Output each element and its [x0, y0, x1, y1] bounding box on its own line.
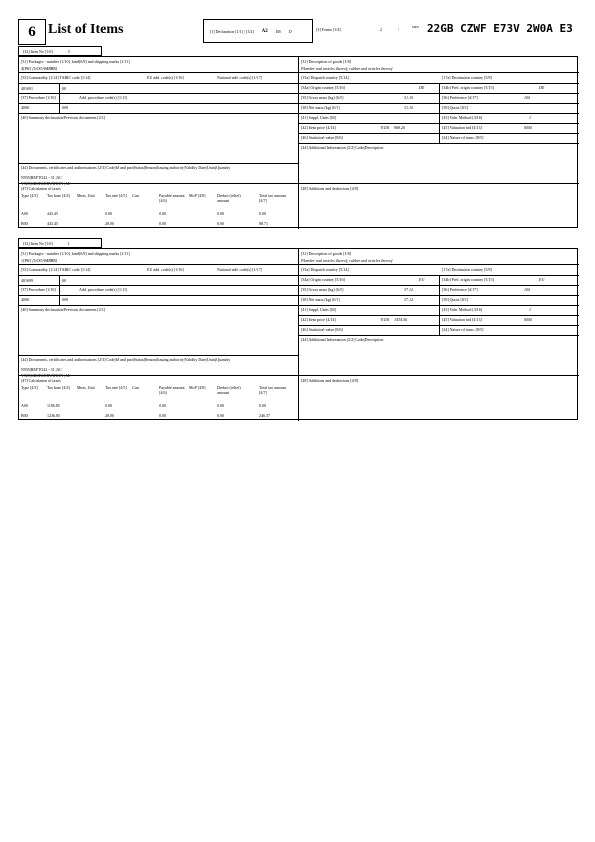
rule	[298, 57, 299, 229]
commodity-label: [33] Commodity [1/14] TARIC code [1/14]	[21, 267, 91, 272]
tax-header: Tax base [4/4]	[47, 385, 70, 390]
dispatch-label: [15a] Dispatch country [5/14]	[301, 267, 349, 272]
valuation-ind-label: [45] Valuation ind [4/13]	[442, 125, 482, 130]
commodity-code2: 00	[62, 278, 66, 283]
tax-header: Curr	[132, 385, 140, 390]
tax-cell: B00	[21, 221, 28, 226]
rule	[19, 355, 298, 356]
item-number-box	[18, 238, 102, 248]
rule	[19, 375, 579, 376]
net-mass-value: 37.12	[404, 297, 413, 302]
tax-cell: 0.00	[217, 211, 224, 216]
suppl-units-label: [41] Suppl. Units [65]	[301, 115, 337, 120]
rule	[439, 83, 440, 143]
item-price-label: [42] Item price [4/14]	[301, 125, 336, 130]
calc-taxes-label: [47] Calculation of taxes	[21, 378, 61, 383]
declaration-label: [1] Declaration [1/1] | [1/2]	[210, 28, 254, 34]
item-price-label: [42] Item price [4/14]	[301, 317, 336, 322]
destination-label: [17a] Destination country [5/8]	[442, 75, 492, 80]
tax-cell: 20.00	[105, 221, 114, 226]
rule	[19, 93, 298, 94]
tax-header: MoP [4/8]	[189, 385, 206, 390]
description-label: [31] Description of goods [1/8]	[301, 251, 351, 256]
commodity-code2: 00	[62, 86, 66, 91]
tax-cell: 0.00	[105, 403, 112, 408]
rule	[19, 264, 579, 265]
declaration-d: D	[288, 28, 292, 34]
gross-mass-value: 37.12	[404, 287, 413, 292]
valuation-method-value: 1	[529, 115, 531, 120]
additional-info-label: [44] Additional Information [2/2] Code|Description	[301, 337, 384, 342]
origin-label: [34a] Origin country [5/16]	[301, 85, 345, 90]
pref-origin-value: DE	[539, 85, 545, 90]
packages-label: [31] Packages - number [1/10], kind[6/9] and shipping marks [1/11]	[21, 59, 130, 64]
net-mass-label: [38] Net mass (kg) [6/1]	[301, 297, 340, 302]
document-1: N935|REFTO22 - 31 |AC	[21, 367, 62, 372]
valuation-ind-value: 0000	[524, 125, 532, 130]
item-number-box	[18, 46, 102, 56]
valuation-method-label: [43] Valn. Method [4/16]	[442, 307, 483, 312]
tax-cell: 0.00	[259, 403, 266, 408]
preference-label: [36] Preference [4/17]	[442, 95, 478, 100]
description-label: [31] Description of goods [1/8]	[301, 59, 351, 64]
tax-header: Type [4/3]	[21, 193, 38, 198]
rule	[439, 275, 440, 335]
tax-header: Deduct (relief) amount	[217, 385, 241, 395]
preference-value: 100	[524, 95, 530, 100]
origin-label: [34a] Origin country [5/16]	[301, 277, 345, 282]
page-header	[18, 19, 578, 45]
statistical-value-label: [46] Statistical value [8/6]	[301, 135, 343, 140]
rule	[19, 183, 579, 184]
tax-cell: 443.45	[47, 221, 58, 226]
documents-label: [44] Documents, certificates and authorisations [2/3] Code|Id and part|Status|Reason|Issuing authority|Validity Date|Units|Quantity	[21, 165, 231, 170]
tax-header: Payable amount [4/6]	[159, 193, 185, 203]
tax-cell: 1236.85	[47, 413, 60, 418]
item-price-value: 1434.56	[394, 317, 407, 322]
destination-label: [17a] Destination country [5/8]	[442, 267, 492, 272]
tax-header: Tax base [4/4]	[47, 193, 70, 198]
national-code-label: National add. code(s) [1/17]	[217, 267, 263, 272]
deductions-label: [48] Additions and deductions [4/9]	[301, 378, 359, 383]
tax-cell: A00	[21, 211, 28, 216]
nature-trans-label: [24] Nature of trans. [8/5]	[442, 135, 484, 140]
procedure-label: [37] Procedure [1/10]	[21, 287, 56, 292]
dispatch-label: [15a] Dispatch country [5/14]	[301, 75, 349, 80]
procedure-value: 4000	[21, 105, 29, 110]
tax-cell: 1186.85	[47, 403, 60, 408]
tax-cell: 0.00	[159, 211, 166, 216]
tax-cell: 0.00	[105, 211, 112, 216]
tax-header: Total tax amount [4/7]	[259, 193, 287, 203]
origin-value: DE	[419, 85, 425, 90]
procedure-value2: 000	[62, 297, 68, 302]
rule	[19, 285, 298, 286]
mrn-label: MRN	[412, 25, 419, 29]
rule	[298, 335, 579, 336]
pref-origin-value: EU	[539, 277, 545, 282]
forms-separator: /	[398, 27, 400, 32]
tax-cell: 0.00	[159, 403, 166, 408]
declaration-box	[203, 19, 313, 43]
additional-info-label: [44] Additional Information [2/2] Code|Description	[301, 145, 384, 150]
rule	[19, 275, 298, 276]
eu-code-label: EU add. code(s) [1/16]	[147, 267, 184, 272]
item-number-value: 1	[67, 241, 70, 246]
procedure-value2: 000	[62, 105, 68, 110]
quota-label: [39] Quota [8/1]	[442, 297, 469, 302]
declaration-suffix: IM	[275, 28, 281, 34]
add-procedure-label: Add. procedure code(s) [1/11]	[79, 95, 128, 100]
rule	[19, 83, 298, 84]
tax-header: Payable amount [4/6]	[159, 385, 185, 395]
packages-value: 4[PK] [GOOAMBBB]	[21, 66, 58, 71]
item-grid	[18, 248, 578, 420]
declaration-value: A2	[261, 28, 268, 34]
gross-mass-label: [35] Gross mass (kg) [6/5]	[301, 287, 344, 292]
tax-cell: 0.00	[159, 413, 166, 418]
tax-header: Curr	[132, 193, 140, 198]
valuation-method-value: 1	[529, 307, 531, 312]
rule	[298, 249, 299, 421]
tax-cell: 88.71	[259, 221, 268, 226]
item-price-currency: EUR	[381, 125, 389, 130]
net-mass-label: [38] Net mass (kg) [6/1]	[301, 105, 340, 110]
tax-cell: 0.00	[159, 221, 166, 226]
commodity-value: 401691	[21, 86, 33, 91]
pref-origin-label: [34b] Pref. origin country [5/15]	[442, 277, 494, 282]
item-number-label: [32] Item No [1/6]	[23, 49, 53, 54]
tax-header: Meas. Unit	[77, 385, 95, 390]
tax-header: Tax rate [4/5]	[105, 385, 127, 390]
rule	[298, 143, 579, 144]
rule	[59, 83, 60, 113]
rule	[19, 305, 298, 306]
preference-value: 100	[524, 287, 530, 292]
tax-cell: 246.37	[259, 413, 270, 418]
rule	[19, 72, 579, 73]
eu-code-label: EU add. code(s) [1/16]	[147, 75, 184, 80]
quota-label: [39] Quota [8/1]	[442, 105, 469, 110]
tax-cell: 0.00	[217, 221, 224, 226]
national-code-label: National add. code(s) [1/17]	[217, 75, 263, 80]
pref-origin-label: [34b] Pref. origin country [5/15]	[442, 85, 494, 90]
document-1: N935|REFTO22 - 31 |AC	[21, 175, 62, 180]
commodity-label: [33] Commodity [1/14] TARIC code [1/14]	[21, 75, 91, 80]
summary-label: [40] Summary declaration/Previous documents [2/1]	[21, 115, 106, 120]
tax-header: Tax rate [4/5]	[105, 193, 127, 198]
page-title: List of Items	[48, 22, 124, 37]
nature-trans-label: [24] Nature of trans. [8/5]	[442, 327, 484, 332]
preference-label: [36] Preference [4/17]	[442, 287, 478, 292]
tax-cell: 0.00	[217, 413, 224, 418]
item-grid	[18, 56, 578, 228]
item-price-currency: EUR	[381, 317, 389, 322]
packages-value: 1[PK] [GOOAMBBB]	[21, 258, 58, 263]
gross-mass-label: [35] Gross mass (kg) [6/5]	[301, 95, 344, 100]
tax-cell: 443.45	[47, 211, 58, 216]
mrn-value: 22GB CZWF E73V 2W0A E3	[427, 22, 573, 35]
forms-label: [3] Forms [1/4]	[316, 27, 341, 32]
origin-value: EU	[419, 277, 425, 282]
document-2: Y929|GBOBSERVATION |AE	[21, 373, 71, 378]
rule	[19, 163, 298, 164]
procedure-value: 4000	[21, 297, 29, 302]
gross-mass-value: 31.10	[404, 95, 413, 100]
tax-header: Type [4/3]	[21, 385, 38, 390]
summary-label: [40] Summary declaration/Previous documents [2/1]	[21, 307, 106, 312]
forms-value: 2	[380, 27, 382, 32]
tax-cell: 20.00	[105, 413, 114, 418]
tax-cell: 0.00	[259, 211, 266, 216]
procedure-label: [37] Procedure [1/10]	[21, 95, 56, 100]
packages-label: [31] Packages - number [1/10], kind[6/9] and shipping marks [1/11]	[21, 251, 130, 256]
rule	[19, 103, 298, 104]
tax-cell: 0.00	[217, 403, 224, 408]
item-number-label: [32] Item No [1/6]	[23, 241, 53, 246]
description-value: Plumber and articles thereof; rubber and articles thereof	[301, 258, 393, 263]
rule	[19, 295, 298, 296]
item-price-value: 968.26	[394, 125, 405, 130]
page-number: 6	[18, 19, 46, 45]
tax-cell: A00	[21, 403, 28, 408]
deductions-label: [48] Additions and deductions [4/9]	[301, 186, 359, 191]
tax-cell: B00	[21, 413, 28, 418]
tax-header: Total tax amount [4/7]	[259, 385, 287, 395]
statistical-value-label: [46] Statistical value [8/6]	[301, 327, 343, 332]
tax-header: Meas. Unit	[77, 193, 95, 198]
net-mass-value: 31.10	[404, 105, 413, 110]
commodity-value: 401699	[21, 278, 33, 283]
calc-taxes-label: [47] Calculation of taxes	[21, 186, 61, 191]
document-2: Y929|GBOBSERVATION |AE	[21, 181, 71, 186]
valuation-method-label: [43] Valn. Method [4/16]	[442, 115, 483, 120]
description-value: Plumber and articles thereof; rubber and articles thereof	[301, 66, 393, 71]
rule	[59, 275, 60, 305]
valuation-ind-label: [45] Valuation ind [4/13]	[442, 317, 482, 322]
suppl-units-label: [41] Suppl. Units [65]	[301, 307, 337, 312]
tax-header: MoP [4/8]	[189, 193, 206, 198]
valuation-ind-value: 0000	[524, 317, 532, 322]
rule	[19, 113, 298, 114]
documents-label: [44] Documents, certificates and authorisations [2/3] Code|Id and part|Status|Reason|Issuing authority|Validity Date|Units|Quantity	[21, 357, 231, 362]
item-number-value: 3	[67, 49, 70, 54]
tax-header: Deduct (relief) amount	[217, 193, 241, 203]
add-procedure-label: Add. procedure code(s) [1/11]	[79, 287, 128, 292]
